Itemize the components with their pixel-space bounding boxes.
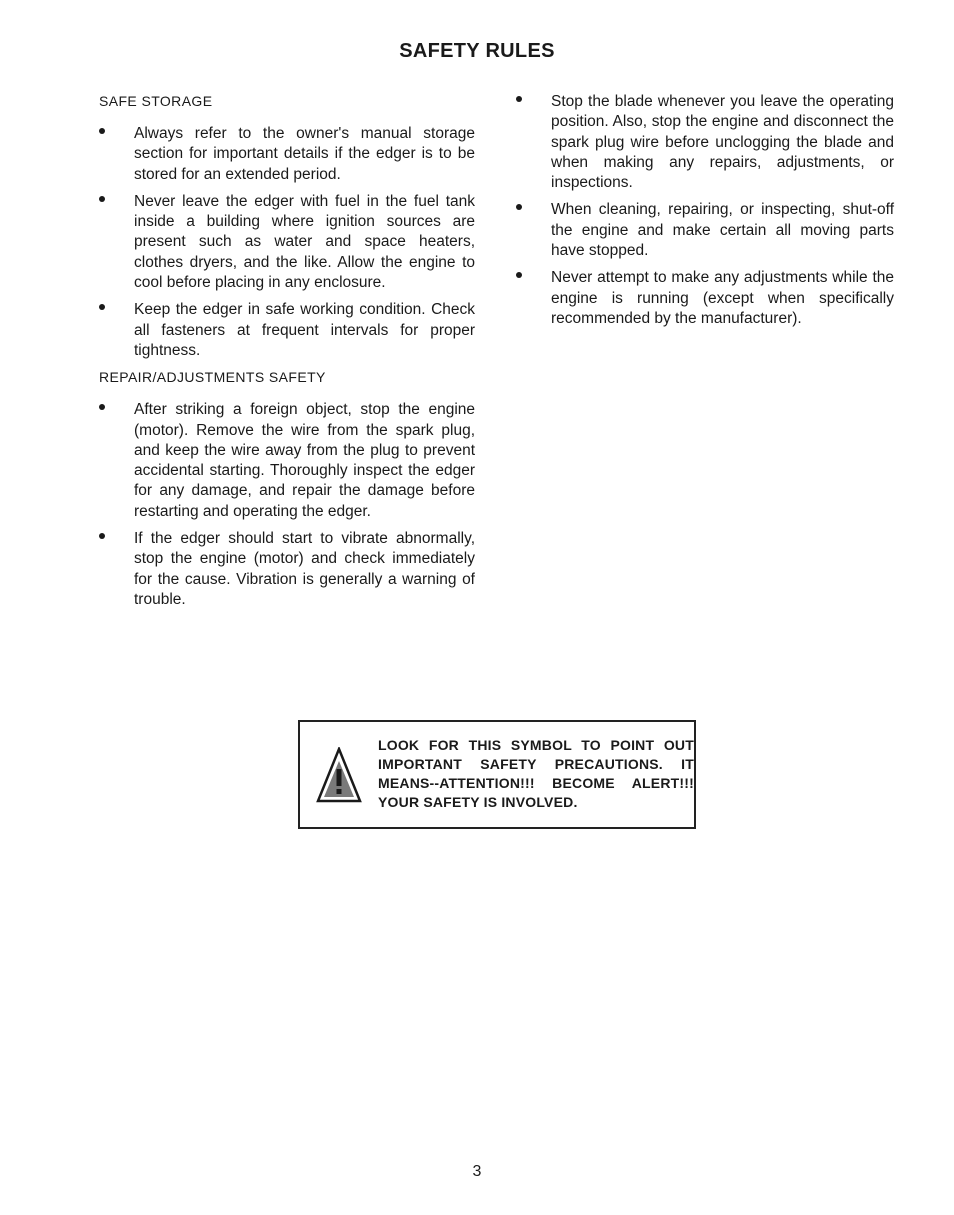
- bullet-icon: [99, 304, 105, 310]
- repair-safety-list-right: [516, 92, 894, 329]
- bullet-icon: [99, 533, 105, 539]
- bullet-icon: [516, 204, 522, 210]
- bullet-icon: [99, 128, 105, 134]
- repair-safety-list-left: [99, 400, 475, 610]
- list-item: [516, 92, 894, 193]
- safe-storage-heading: SAFE STORAGE: [99, 93, 213, 109]
- list-item: [516, 268, 894, 329]
- list-item-text: When cleaning, repairing, or inspecting, shut-off the engine and make certain all moving parts have stopped.: [551, 201, 894, 260]
- bullet-icon: [99, 196, 105, 202]
- warning-text: LOOK FOR THIS SYMBOL TO POINT OUT IMPORTANT SAFETY PRECAUTIONS. IT MEANS--ATTENTION!!! BECOME ALERT!!! YOUR SAFETY IS INVOLVED.: [378, 737, 694, 810]
- list-item-text: Always refer to the owner's manual storage section for important details if the edger is to be stored for an extended period.: [134, 125, 475, 183]
- bullet-icon: [99, 404, 105, 410]
- page-title: SAFETY RULES: [399, 40, 555, 62]
- list-item-text: If the edger should start to vibrate abnormally, stop the engine (motor) and check immediately for the cause. Vibration is generally a warning of trouble.: [134, 530, 475, 608]
- list-item: [99, 529, 475, 610]
- right-column: [516, 92, 894, 336]
- list-item: [99, 400, 475, 522]
- list-item-text: Never leave the edger with fuel in the fuel tank inside a building where ignition sources are present such as water and space heaters, clothes dryers, and the like. Allow the engine to cool before placing in any enclosure.: [134, 192, 475, 292]
- safety-warning-box: [298, 720, 696, 829]
- list-item: [99, 192, 475, 293]
- left-column: [99, 92, 475, 617]
- bullet-icon: [516, 96, 522, 102]
- list-item-text: Stop the blade whenever you leave the operating position. Also, stop the engine and disconnect the spark plug wire before unclogging the blade and when making any repairs, adjustments, or inspections.: [551, 93, 894, 192]
- bullet-icon: [516, 272, 522, 278]
- list-item: [99, 124, 475, 185]
- page-number: 3: [472, 1163, 482, 1180]
- list-item-text: Never attempt to make any adjustments while the engine is running (except when specifically recommended by the manufacturer).: [551, 269, 894, 327]
- repair-safety-heading: REPAIR/ADJUSTMENTS SAFETY: [99, 369, 326, 386]
- warning-triangle-icon: [316, 747, 362, 803]
- list-item: [99, 300, 475, 361]
- list-item: [516, 200, 894, 261]
- list-item-text: After striking a foreign object, stop the engine (motor). Remove the wire from the spark plug, and keep the wire away from the plug to prevent accidental starting. Thoroughly inspect the edger for any damage, and repair the damage before restarting and operating the edger.: [134, 401, 475, 520]
- safe-storage-list: [99, 124, 475, 361]
- list-item-text: Keep the edger in safe working condition. Check all fasteners at frequent intervals for proper tightness.: [134, 301, 475, 359]
